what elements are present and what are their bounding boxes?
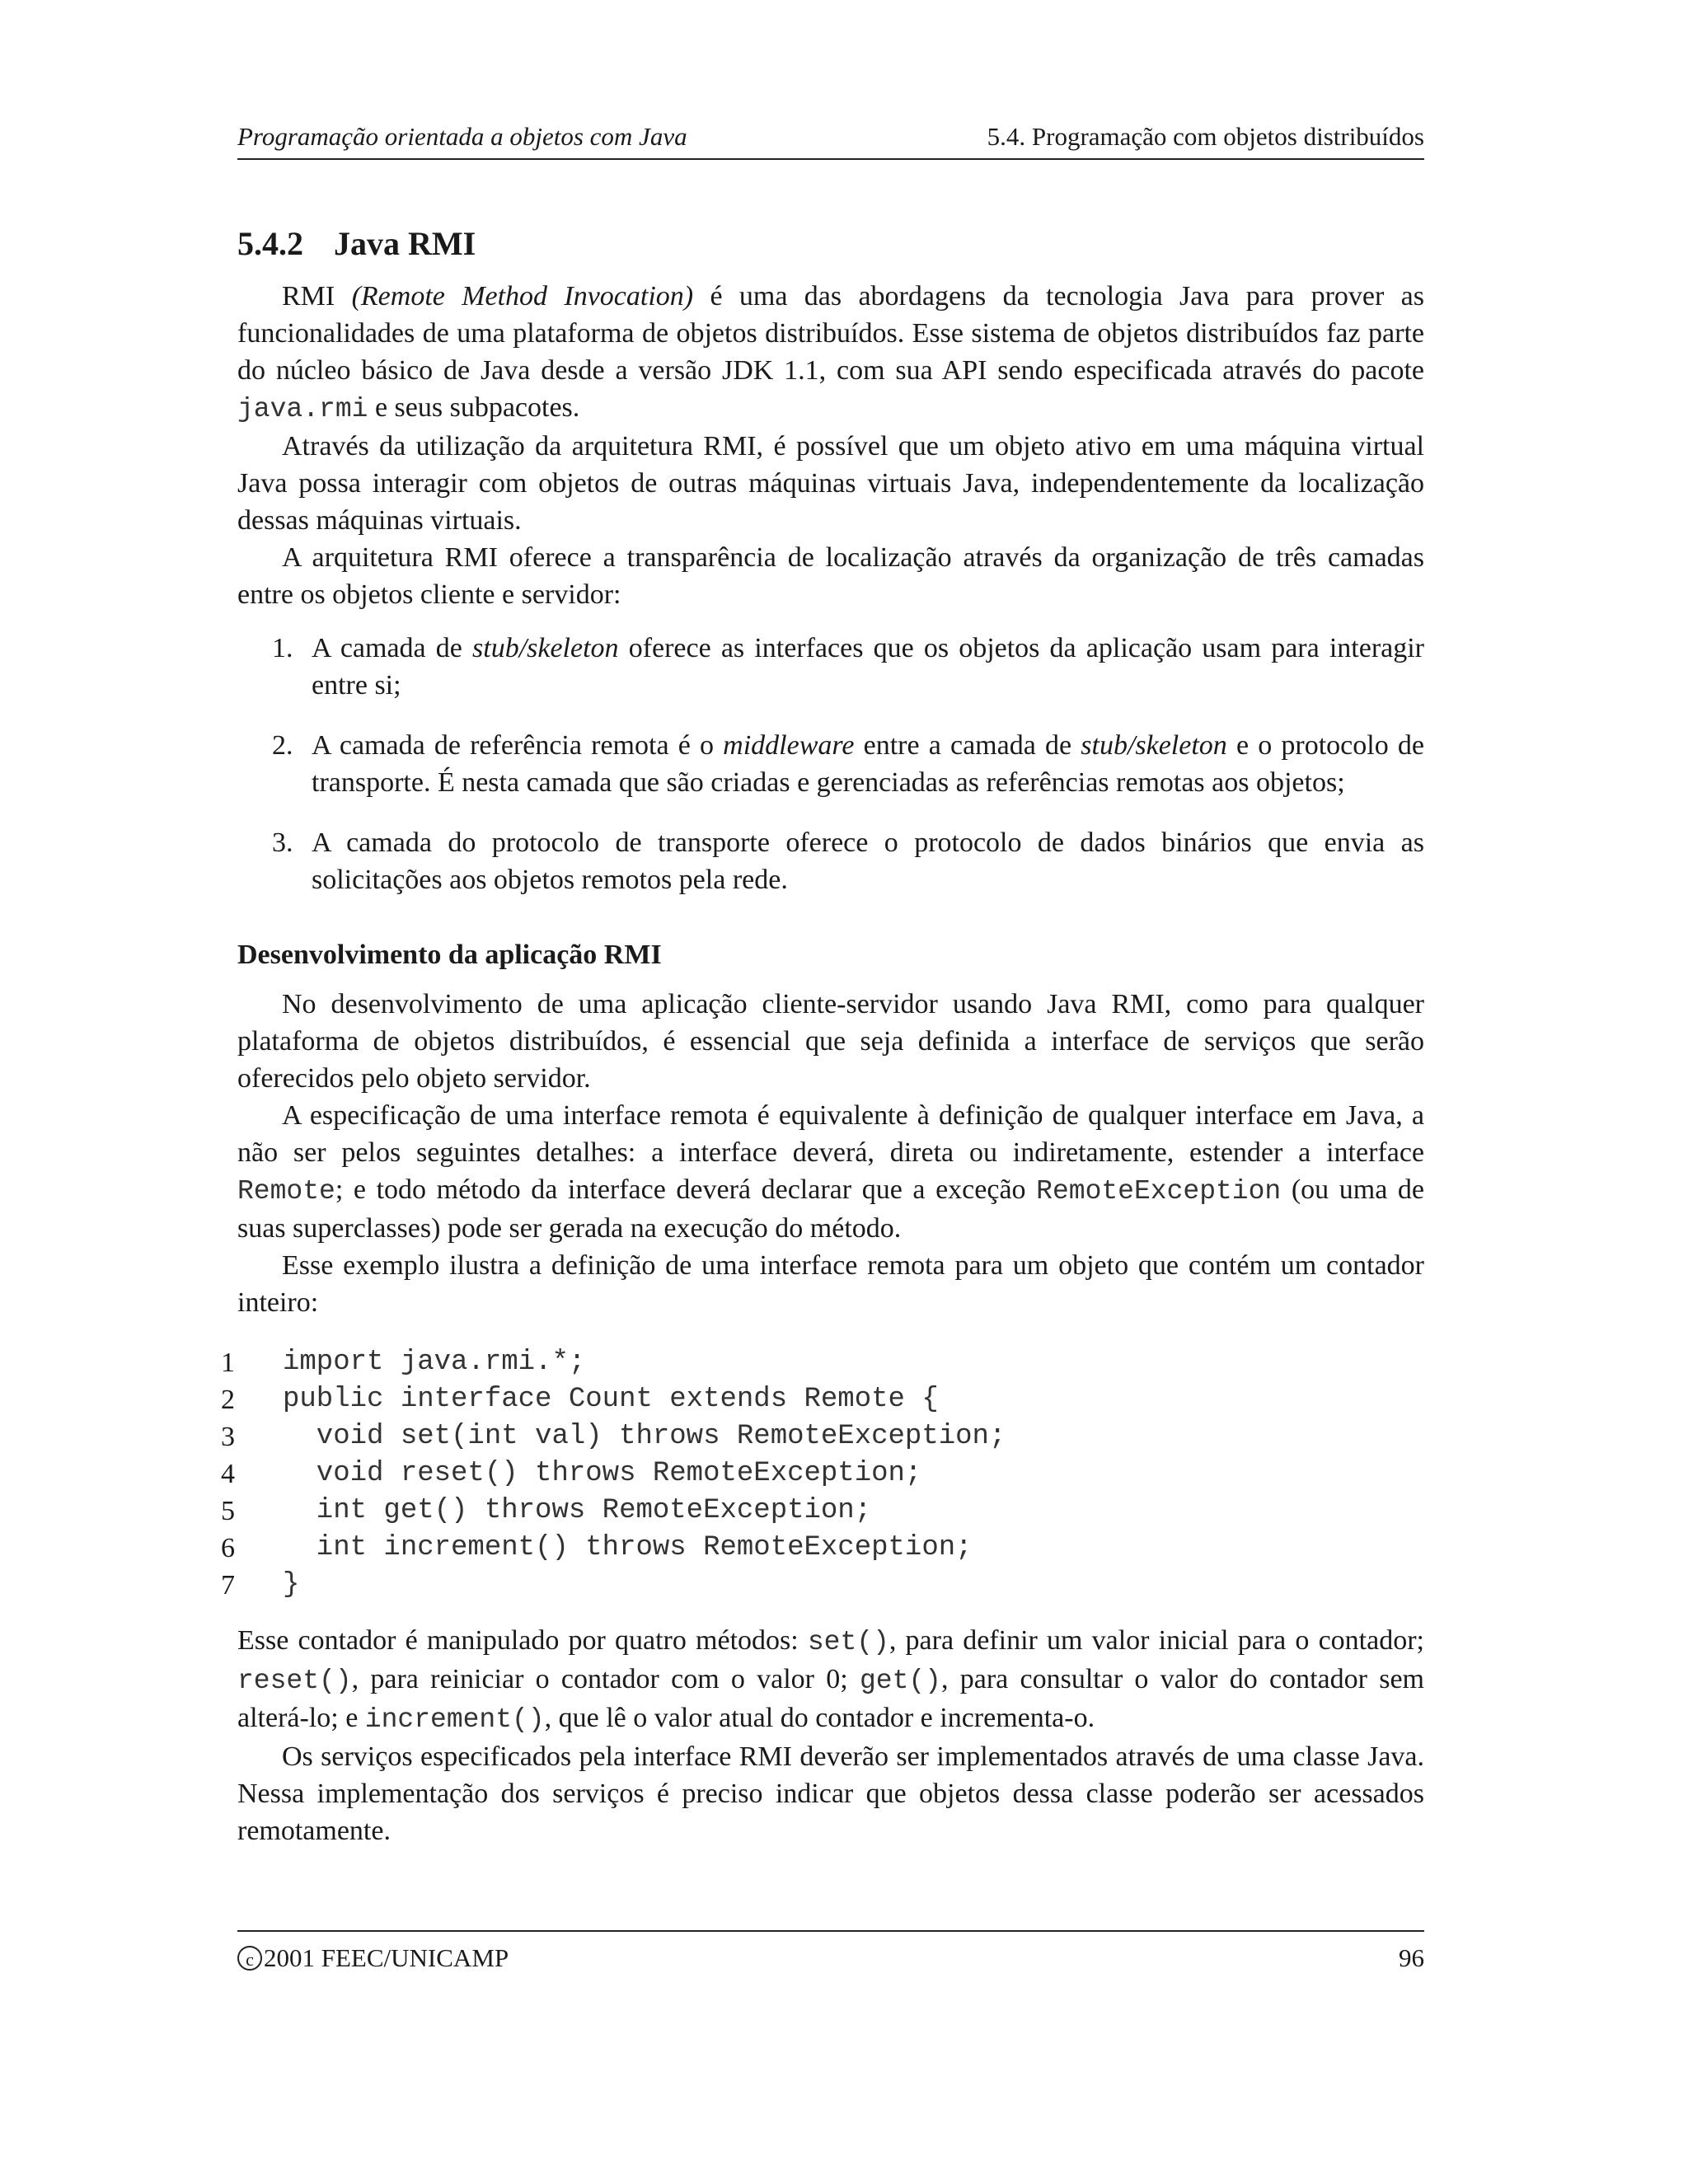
code-line — [221, 1493, 1424, 1530]
body-text: Esse contador é manipulado por quatro métodos: — [237, 1625, 808, 1656]
body-text: , para definir um valor inicial para o contador; — [889, 1625, 1424, 1656]
list-text: oferece as interfaces que os objetos da aplicação usam para interagir entre si; — [312, 633, 1425, 701]
intro-paragraph-2: Através da utilização da arquitetura RMI, é possível que um objeto ativo em uma máquina virtual Java possa interagir com objetos de outras máquinas virtuais Java, independentemente da localização dessas máquinas virtuais. — [237, 431, 1424, 536]
list-emphasis: stub/skeleton — [1081, 730, 1227, 761]
copyright-notice — [237, 1943, 509, 1973]
implementation-paragraph: Os serviços especificados pela interface RMI deverão ser implementados através de uma classe Java. Nessa implementação dos serviços é preciso indicar que objetos dessa classe poderão ser acessados remotamente. — [237, 1741, 1424, 1846]
code-text: int increment() throws RemoteException; — [283, 1532, 973, 1563]
code-text: } — [283, 1569, 300, 1601]
intro-emphasis: (Remote Method Invocation) — [351, 281, 694, 312]
body-text: , para consultar o valor do contador sem alterá-lo; e — [237, 1664, 1424, 1733]
line-number: 4 — [221, 1459, 235, 1489]
subsection-paragraph-2 — [237, 1097, 1424, 1247]
line-number: 2 — [221, 1385, 235, 1415]
section-heading — [237, 224, 1424, 263]
code-line — [221, 1381, 1424, 1418]
header-book-title: Programação orientada a objetos com Java — [237, 122, 687, 151]
body-text: , que lê o valor atual do contador e incrementa-o. — [544, 1703, 1095, 1733]
subsection-paragraph-3: Esse exemplo ilustra a definição de uma interface remota para um objeto que contém um contador inteiro: — [237, 1250, 1424, 1318]
list-item — [237, 630, 1424, 704]
intro-paragraph-3: A arquitetura RMI oferece a transparência de localização através da organização de três camadas entre os objetos cliente e servidor: — [237, 542, 1424, 610]
inline-code: increment() — [364, 1704, 545, 1735]
page-number: 96 — [1399, 1943, 1424, 1972]
body-text: ; e todo método da interface deverá declarar que a exceção — [335, 1174, 1037, 1205]
intro-text: RMI — [282, 281, 352, 312]
intro-text: é uma das abordagens da tecnologia Java para prover as funcionalidades de uma plataforma de objetos distribuídos. Esse sistema de objetos distribuídos faz parte do núcleo básico de Java desde a versão JDK 1.1, com sua API sendo especificada através do pacote — [237, 281, 1425, 386]
line-number: 3 — [221, 1422, 235, 1452]
code-text: void reset() throws RemoteException; — [283, 1458, 922, 1489]
code-line — [221, 1530, 1424, 1567]
line-number: 5 — [221, 1496, 235, 1526]
list-emphasis: stub/skeleton — [472, 633, 619, 663]
line-number: 6 — [221, 1533, 235, 1563]
list-item — [237, 727, 1424, 801]
methods-paragraph — [237, 1622, 1424, 1738]
intro-text: e seus subpacotes. — [368, 392, 580, 423]
section-number: 5.4.2 — [237, 225, 303, 262]
line-number: 1 — [221, 1347, 235, 1378]
list-marker: 2. — [272, 730, 293, 761]
subsection-heading: Desenvolvimento da aplicação RMI — [237, 940, 662, 970]
inline-code: get() — [859, 1666, 941, 1696]
running-header — [237, 122, 1424, 160]
code-text: void set(int val) throws RemoteException; — [283, 1421, 1006, 1452]
inline-code: Remote — [237, 1176, 335, 1207]
code-line — [221, 1344, 1424, 1381]
body-text: (ou uma de suas superclasses) pode ser gerada na execução do método. — [237, 1174, 1424, 1244]
inline-code: java.rmi — [237, 394, 368, 424]
header-section-title: 5.4. Programação com objetos distribuídos — [987, 122, 1424, 151]
code-line — [221, 1455, 1424, 1493]
inline-code: RemoteException — [1036, 1176, 1282, 1207]
code-text: int get() throws RemoteException; — [283, 1495, 872, 1526]
list-text: e o protocolo de transporte. É nesta camada que são criadas e gerenciadas as referências remotas aos objetos; — [312, 730, 1424, 798]
layers-list — [237, 630, 1424, 898]
intro-paragraph-1 — [237, 278, 1424, 428]
copyright-icon: c — [237, 1946, 262, 1971]
copyright-text: 2001 FEEC/UNICAMP — [264, 1943, 509, 1972]
inline-code: set() — [807, 1627, 889, 1657]
code-listing — [221, 1344, 1424, 1604]
body-text: , para reiniciar o contador com o valor 0; — [351, 1664, 860, 1694]
line-number: 7 — [221, 1570, 235, 1601]
code-text: import java.rmi.*; — [283, 1347, 586, 1378]
list-marker: 3. — [272, 827, 293, 858]
list-text: A camada de referência remota é o — [312, 730, 724, 761]
page — [221, 122, 1425, 1849]
list-emphasis: middleware — [723, 730, 855, 761]
list-text: entre a camada de — [854, 730, 1081, 761]
code-line — [221, 1567, 1424, 1604]
page-footer — [237, 1930, 1424, 1973]
inline-code: reset() — [237, 1666, 352, 1696]
section-title: Java RMI — [334, 225, 476, 262]
code-line — [221, 1418, 1424, 1455]
list-marker: 1. — [272, 633, 293, 663]
list-item — [237, 824, 1424, 898]
list-text: A camada de — [312, 633, 473, 663]
body-text: A especificação de uma interface remota é equivalente à definição de qualquer interface em Java, a não ser pelos seguintes detalhes: a interface deverá, direta ou indiretamente, estender a interface — [237, 1100, 1424, 1168]
list-text: A camada do protocolo de transporte oferece o protocolo de dados binários que envia as solicitações aos objetos remotos pela rede. — [312, 827, 1424, 895]
subsection-paragraph-1: No desenvolvimento de uma aplicação cliente-servidor usando Java RMI, como para qualquer plataforma de objetos distribuídos, é essencial que seja definida a interface de serviços que serão oferecidos pelo objeto servidor. — [237, 989, 1424, 1094]
code-text: public interface Count extends Remote { — [283, 1384, 939, 1415]
